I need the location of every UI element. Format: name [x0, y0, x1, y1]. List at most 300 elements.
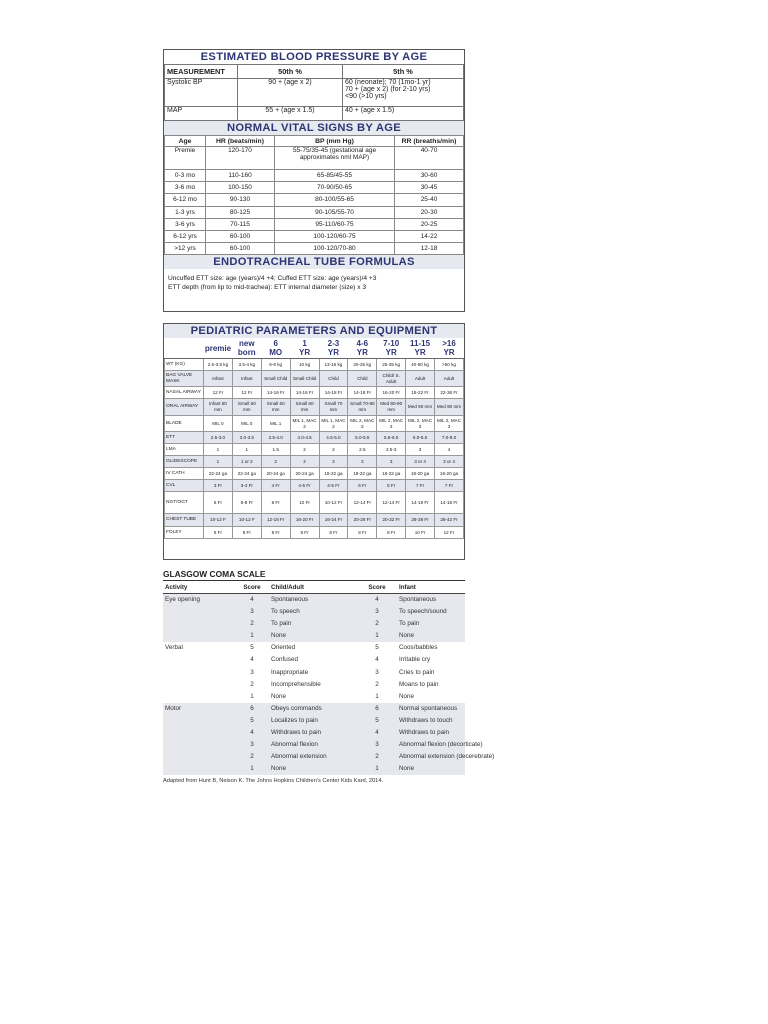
peds-cell: 12-14 Fr [348, 492, 377, 514]
peds-cell: 25-35 kg [377, 359, 406, 371]
gcs-section [163, 568, 495, 785]
peds-cell: 10-12 F [204, 514, 233, 527]
gcs-cell: Eye opening [163, 594, 235, 607]
peds-cell: MIL 0 [204, 416, 233, 432]
peds-cell: Small 60 mm [232, 399, 261, 416]
vitals-card [163, 49, 465, 312]
peds-cell: Infant [232, 371, 261, 387]
peds-cell: 18-22 ga [348, 468, 377, 480]
gcs-header: Score [235, 581, 269, 594]
vitals-cell: 30-60 [395, 170, 464, 182]
bp-cell-5th-line: 60 (neonate); 70 (1mo-1 yr) [345, 79, 431, 86]
peds-cell: 5-8 Fr [232, 492, 261, 514]
vitals-cell: 100-150 [206, 182, 275, 194]
gcs-cell: Verbal [165, 644, 183, 652]
vitals-cell: 6-12 mo [165, 194, 206, 206]
gcs-cell: Inappropriate [271, 668, 309, 676]
peds-row [165, 432, 464, 444]
peds-age-header [204, 338, 233, 359]
peds-age-header [261, 338, 290, 359]
gcs-cell: 3 [235, 606, 269, 618]
vitals-cell: 3-6 yrs [165, 218, 206, 230]
gcs-row [163, 763, 465, 775]
gcs-cell: To speech [269, 606, 357, 618]
peds-cell: 2.5-3.0 [204, 432, 233, 444]
gcs-cell: Abnormal extension (decerebrate) [397, 751, 465, 763]
gcs-table [163, 581, 495, 775]
peds-cell: 28-42 Fr [435, 514, 464, 527]
vitals-cell: 80-125 [206, 206, 275, 218]
peds-cell: 20-25 kg [348, 359, 377, 371]
vitals-header: HR (beats/min) [206, 136, 275, 147]
peds-cell: 12-18 Fr [261, 514, 290, 527]
gcs-cell [163, 654, 235, 666]
gcs-cell [163, 630, 235, 642]
gcs-cell: To pain [397, 618, 465, 630]
gcs-cell: 1 [357, 630, 397, 642]
peds-cell: 5 Fr [348, 480, 377, 492]
peds-row [165, 371, 464, 387]
peds-age-top: 11-15 [410, 339, 431, 348]
gcs-header: Score [357, 581, 397, 594]
gcs-cell: Normal spontaneous [397, 703, 465, 715]
peds-age-bottom: YR [385, 348, 397, 357]
gcs-cell: Motor [163, 703, 235, 715]
gcs-cell: 6 [357, 703, 397, 715]
peds-cell: 7 Fr [406, 480, 435, 492]
gcs-row [163, 594, 465, 607]
peds-title: PEDIATRIC PARAMETERS AND EQUIPMENT [164, 324, 464, 338]
peds-cell: 1.5 [261, 444, 290, 456]
peds-cell: Infant [204, 371, 233, 387]
gcs-cell: Confused [271, 656, 298, 664]
gcs-cell: Abnormal flexion [269, 739, 357, 751]
peds-row [165, 416, 464, 432]
vitals-header: Age [165, 136, 206, 147]
bp-cell-50th: 90 + (age x 2) [238, 79, 343, 107]
gcs-header-row [163, 581, 465, 594]
peds-cell: MIL 2, MAC 3 [406, 416, 435, 432]
gcs-caption: Adapted from Hunt B, Nelson K. The Johns Hopkins Children's Center Kids Kard, 2014. [163, 778, 384, 785]
bp-cell-5th-line: 70 + (age x 2) (for 2-10 yrs) [345, 86, 431, 93]
peds-cell: 28-38 Fr [406, 514, 435, 527]
peds-cell: 16-20 ga [435, 468, 464, 480]
peds-cell: 18-22 ga [377, 468, 406, 480]
gcs-cell: Incomprehensible [271, 680, 321, 688]
peds-row [165, 468, 464, 480]
peds-age-bottom: MO [269, 348, 283, 357]
peds-row-label: BAG VALVE MASK [165, 371, 204, 387]
ett-line: Uncuffed ETT size: age (years)/4 +4; Cuffed ETT size: age (years)/4 +3 [168, 275, 377, 283]
gcs-cell: None [269, 630, 357, 642]
gcs-row [163, 703, 465, 715]
peds-cell: 8 Fr [319, 527, 348, 539]
peds-cell: 10 kg [290, 359, 319, 371]
peds-age-bottom: born [237, 348, 256, 357]
peds-cell: 16-24 Fr [319, 514, 348, 527]
gcs-body [163, 594, 495, 776]
peds-row-label: WT (KG) [165, 359, 204, 371]
peds-cell: 8 Fr [290, 527, 319, 539]
gcs-cell: Localizes to pain [269, 715, 357, 727]
vitals-cell: 1-3 yrs [165, 206, 206, 218]
peds-cell: Small Child [261, 371, 290, 387]
peds-age-top: 4-6 [356, 339, 369, 348]
peds-age-header [290, 338, 319, 359]
peds-cell: 6 Fr [204, 527, 233, 539]
peds-cell: 3 [406, 444, 435, 456]
gcs-cell: Oriented [271, 644, 296, 652]
peds-cell: 18-20 ga [406, 468, 435, 480]
bp-header-measurement: MEASUREMENT [165, 65, 238, 79]
gcs-header: Infant [397, 581, 465, 594]
gcs-cell [163, 666, 235, 678]
peds-cell: 22-36 Fr [435, 387, 464, 399]
vitals-cell: 100-120/70-80 [275, 243, 395, 255]
gcs-cell [163, 691, 235, 703]
peds-age-header [319, 338, 348, 359]
gcs-row [163, 727, 465, 739]
gcs-cell: 1 [375, 692, 379, 700]
vitals-header: BP (mm Hg) [275, 136, 395, 147]
gcs-cell: 4 [250, 656, 254, 664]
gcs-cell: Abnormal extension [269, 751, 357, 763]
peds-age-bottom: YR [414, 348, 426, 357]
vitals-row [165, 230, 464, 242]
vitals-cell: Premie [165, 147, 206, 170]
peds-cell: 4 [435, 444, 464, 456]
peds-cell: 5.5-6.0 [377, 432, 406, 444]
peds-cell: 2 [319, 444, 348, 456]
peds-header-row [165, 338, 464, 359]
peds-cell: 14-18 Fr [319, 387, 348, 399]
gcs-cell: None [397, 763, 465, 775]
peds-cell: 14-18 Fr [435, 492, 464, 514]
peds-cell: 3 or 4 [406, 456, 435, 468]
gcs-cell: 5 [235, 715, 269, 727]
gcs-cell: 2 [375, 680, 379, 688]
peds-age-top: 1 [302, 339, 307, 348]
peds-row [165, 480, 464, 492]
peds-cell: 6-8 kg [261, 359, 290, 371]
peds-cell: 2 [261, 456, 290, 468]
gcs-cell [163, 739, 235, 751]
bp-cell-label: Systolic BP [165, 79, 238, 107]
gcs-cell: Abnormal flexion (decorticate) [397, 739, 465, 751]
peds-cell: 3.5-4 kg [232, 359, 261, 371]
gcs-header: Child/Adult [269, 581, 357, 594]
gcs-cell [163, 679, 235, 691]
vitals-cell: 100-120/60-75 [275, 230, 395, 242]
gcs-cell: 1 [357, 763, 397, 775]
gcs-cell: 6 [235, 703, 269, 715]
bp-cell-5th [343, 79, 464, 107]
peds-body [165, 359, 464, 539]
vitals-row [165, 206, 464, 218]
peds-cell: 5.0-5.5 [348, 432, 377, 444]
peds-cell: 16-20 Fr [290, 514, 319, 527]
peds-cell: 10 Fr [290, 492, 319, 514]
vitals-cell: 14-22 [395, 230, 464, 242]
peds-age-top: new [239, 339, 255, 348]
gcs-cell [163, 618, 235, 630]
peds-age-header [377, 338, 406, 359]
peds-row-label: GLIDESCOPE [165, 456, 204, 468]
bp-title: ESTIMATED BLOOD PRESSURE BY AGE [164, 50, 464, 64]
peds-cell: Adult [435, 371, 464, 387]
vitals-cell: 95-110/60-75 [275, 218, 395, 230]
peds-cell: 20-28 Fr [348, 514, 377, 527]
vitals-cell: 3-6 mo [165, 182, 206, 194]
peds-cell: 1 or 2 [232, 456, 261, 468]
peds-cell: Infant 50 mm [204, 399, 233, 416]
peds-cell: 8 Fr [261, 527, 290, 539]
peds-age-top: premie [204, 343, 232, 353]
peds-row-label: CHEST TUBE [165, 514, 204, 527]
bp-cell-label: MAP [165, 107, 238, 121]
gcs-cell [163, 751, 235, 763]
gcs-cell: Withdraws to pain [269, 727, 357, 739]
peds-cell: 12 Fr [232, 387, 261, 399]
peds-cell: 6.0-6.5 [406, 432, 435, 444]
peds-row [165, 387, 464, 399]
peds-row-label: ETT [165, 432, 204, 444]
ett-title: ENDOTRACHEAL TUBE FORMULAS [164, 255, 464, 269]
vitals-row [165, 218, 464, 230]
peds-row [165, 359, 464, 371]
peds-cell: 12 Fr [204, 387, 233, 399]
gcs-cell [163, 606, 235, 618]
peds-cell: MIL 2, MAC 3 [435, 416, 464, 432]
peds-row [165, 527, 464, 539]
peds-cell: 40-50 kg [406, 359, 435, 371]
gcs-row [163, 642, 465, 654]
gcs-row [163, 715, 465, 727]
vitals-body [165, 147, 464, 255]
bp-header-5th: 5th % [343, 65, 464, 79]
peds-cell: 1 [204, 456, 233, 468]
ett-line: ETT depth (from lip to mid-trachea): ETT internal diameter (size) x 3 [168, 283, 367, 291]
gcs-cell: To speech/sound [397, 606, 465, 618]
gcs-cell: None [271, 692, 287, 700]
vitals-header-row [165, 136, 464, 147]
peds-cell: 18-22 Fr [406, 387, 435, 399]
gcs-cell: To pain [269, 618, 357, 630]
peds-age-header [435, 338, 464, 359]
gcs-cell: 4 [357, 727, 397, 739]
peds-cell: 22-24 ga [232, 468, 261, 480]
peds-row-label: FOLEY [165, 527, 204, 539]
vitals-cell: 70-115 [206, 218, 275, 230]
gcs-row [163, 739, 465, 751]
gcs-cell: 1 [250, 692, 254, 700]
peds-cell: Med 90 mm [435, 399, 464, 416]
peds-cell: Small 70 mm [319, 399, 348, 416]
peds-cell: 14-16 Fr [261, 387, 290, 399]
peds-cell: 20-24 ga [290, 468, 319, 480]
peds-cell: Small Child [290, 371, 319, 387]
peds-cell: 14-16 Fr [290, 387, 319, 399]
bp-row-map [165, 107, 464, 121]
gcs-cell: 2 [357, 618, 397, 630]
gcs-cell: 1 [235, 630, 269, 642]
vitals-cell: 65-85/45-55 [275, 170, 395, 182]
gcs-cell: Cries to pain [399, 668, 435, 676]
peds-row-label: BLADE [165, 416, 204, 432]
peds-cell: 14-18 Fr [406, 492, 435, 514]
vitals-title: NORMAL VITAL SIGNS BY AGE [164, 121, 464, 135]
peds-age-top: >16 [442, 339, 456, 348]
bp-row-systolic [165, 79, 464, 107]
peds-row-label: ORAL AIRWAY [165, 399, 204, 416]
gcs-cell: 5 [375, 644, 379, 652]
vitals-table [164, 135, 464, 255]
vitals-cell: 60-100 [206, 243, 275, 255]
peds-cell: 4-5 Fr [319, 480, 348, 492]
bp-header-row [165, 65, 464, 79]
peds-cell: 10-12 Fr [319, 492, 348, 514]
gcs-cell: 3 [375, 668, 379, 676]
bp-header-50th: 50th % [238, 65, 343, 79]
peds-cell: 20-32 Fr [377, 514, 406, 527]
vitals-cell: 70-90/50-65 [275, 182, 395, 194]
peds-cell: 12 Fr [435, 527, 464, 539]
gcs-row [163, 654, 465, 666]
peds-cell: 20-24 ga [261, 468, 290, 480]
peds-cell: 3 [377, 456, 406, 468]
vitals-cell: 12-18 [395, 243, 464, 255]
peds-cell: 5 Fr [377, 480, 406, 492]
peds-row-label: IV CATH [165, 468, 204, 480]
peds-age-bottom: YR [356, 348, 368, 357]
gcs-cell: 3 [235, 739, 269, 751]
peds-age-bottom: YR [327, 348, 339, 357]
peds-age-header [406, 338, 435, 359]
gcs-header: Activity [163, 581, 235, 594]
gcs-cell: 4 [235, 594, 269, 607]
peds-cell: Small 60 mm [290, 399, 319, 416]
gcs-cell: 2 [235, 751, 269, 763]
gcs-cell [163, 715, 235, 727]
peds-cell: 4.0-4.5 [290, 432, 319, 444]
gcs-row [163, 691, 465, 703]
vitals-cell: >12 yrs [165, 243, 206, 255]
gcs-cell: 2 [235, 618, 269, 630]
vitals-row [165, 147, 464, 170]
peds-cell: MIL 2, MAC 3 [377, 416, 406, 432]
gcs-cell: 3 [357, 606, 397, 618]
peds-row-label: NASAL AIRWAY [165, 387, 204, 399]
peds-cell: 3 or 4 [435, 456, 464, 468]
peds-age-top: 2-3 [327, 339, 340, 348]
gcs-cell: Coos/babbles [399, 644, 438, 652]
peds-cell: 4-5 Fr [290, 480, 319, 492]
gcs-cell: Withdraws to touch [397, 715, 465, 727]
gcs-cell: 4 [357, 594, 397, 607]
gcs-cell: 5 [357, 715, 397, 727]
vitals-row [165, 170, 464, 182]
peds-cell: 3 Fr [204, 480, 233, 492]
peds-head [165, 338, 464, 359]
gcs-cell: Spontaneous [269, 594, 357, 607]
bp-table [164, 64, 464, 121]
gcs-cell: Withdraws to pain [397, 727, 465, 739]
peds-age-bottom: YR [443, 348, 455, 357]
peds-cell: Med 90 mm [406, 399, 435, 416]
peds-cell: MIL 1 [261, 416, 290, 432]
peds-header-blank [165, 338, 204, 359]
peds-cell: 16-20 Fr [377, 387, 406, 399]
vitals-row [165, 243, 464, 255]
gcs-cell [163, 727, 235, 739]
peds-cell: 8 Fr [232, 527, 261, 539]
bp-cell-50th: 55 + (age x 1.5) [238, 107, 343, 121]
gcs-cell [163, 763, 235, 775]
peds-cell: >50 kg [435, 359, 464, 371]
gcs-row [163, 606, 465, 618]
peds-cell: 18-22 ga [319, 468, 348, 480]
peds-cell: 8 Fr [348, 527, 377, 539]
gcs-row [163, 630, 465, 642]
vitals-cell: 60-100 [206, 230, 275, 242]
gcs-cell: 4 [235, 727, 269, 739]
peds-cell: Small 60 mm [261, 399, 290, 416]
vitals-cell: 30-45 [395, 182, 464, 194]
peds-cell: 7.0-8.0 [435, 432, 464, 444]
gcs-cell: Spontaneous [397, 594, 465, 607]
vitals-cell: 0-3 mo [165, 170, 206, 182]
gcs-cell: Irritable cry [399, 656, 431, 664]
peds-cell: MIL 2, MAC 3 [348, 416, 377, 432]
peds-cell: Med 80-90 mm [377, 399, 406, 416]
peds-row [165, 456, 464, 468]
bp-cell-5th-line: <90 (>10 yrs) [345, 93, 387, 100]
peds-cell: 1 [204, 444, 233, 456]
gcs-row [163, 666, 465, 678]
peds-cell: 1 [232, 444, 261, 456]
gcs-cell: 2 [357, 751, 397, 763]
peds-cell: 3.5-4.0 [261, 432, 290, 444]
gcs-row [163, 618, 465, 630]
peds-age-header [232, 338, 261, 359]
vitals-cell: 6-12 yrs [165, 230, 206, 242]
gcs-cell: 1 [235, 763, 269, 775]
bp-cell-5th: 40 + (age x 1.5) [343, 107, 464, 121]
ett-formulas [164, 269, 464, 292]
vitals-cell: 40-70 [395, 147, 464, 170]
peds-row [165, 399, 464, 416]
peds-age-top: 6 [273, 339, 278, 348]
gcs-cell: 3 [357, 739, 397, 751]
gcs-row [163, 679, 465, 691]
gcs-cell: None [269, 763, 357, 775]
gcs-cell: None [399, 692, 415, 700]
gcs-title: GLASGOW COMA SCALE [163, 568, 465, 581]
peds-cell: 3.0-3.5 [232, 432, 261, 444]
peds-cell: Small 70-80 mm [348, 399, 377, 416]
vitals-cell: 120-170 [206, 147, 275, 170]
peds-cell: 22-24 ga [204, 468, 233, 480]
gcs-cell: None [397, 630, 465, 642]
peds-cell: MIL 1, MAC 2 [290, 416, 319, 432]
gcs-cell: 5 [250, 644, 254, 652]
vitals-header: RR (breaths/min) [395, 136, 464, 147]
peds-cell: 10 Fr [406, 527, 435, 539]
peds-cell: 12-14 Fr [377, 492, 406, 514]
peds-cell: 13-16 kg [319, 359, 348, 371]
peds-cell: Child [348, 371, 377, 387]
peds-cell: 14-18 Fr [348, 387, 377, 399]
